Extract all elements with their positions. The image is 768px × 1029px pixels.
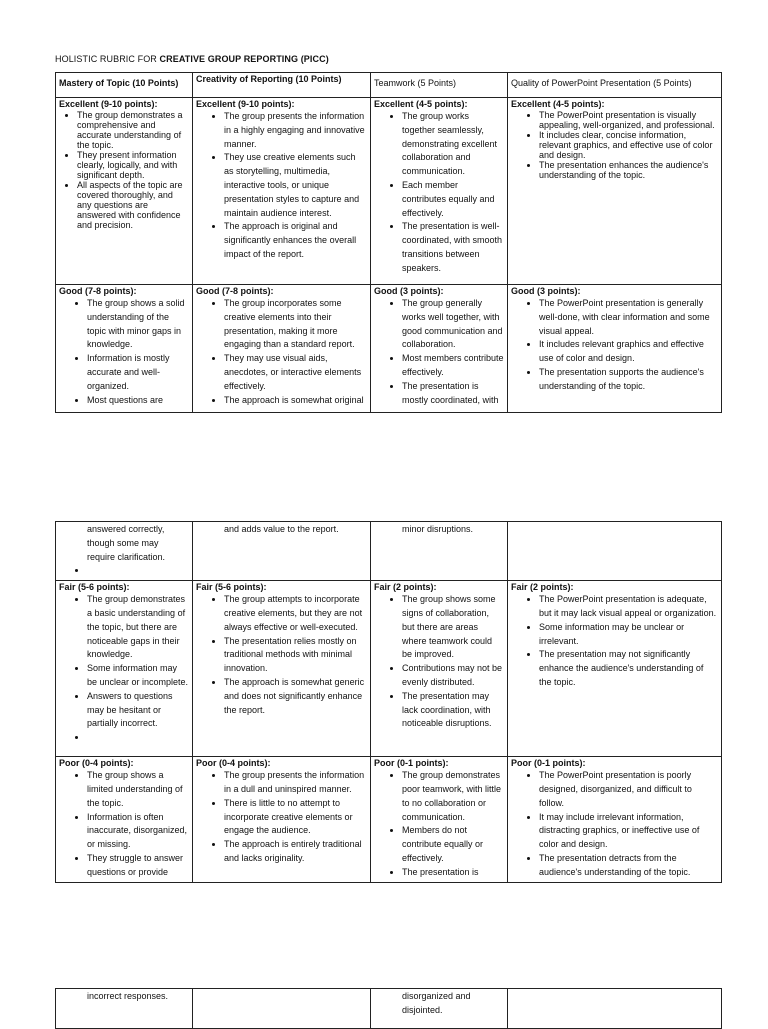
rubric-cell <box>56 581 193 757</box>
criteria-list <box>511 593 718 690</box>
criteria-list <box>59 564 189 578</box>
rubric-cell <box>56 757 193 882</box>
rubric-cell <box>193 98 371 285</box>
rubric-cell <box>371 757 508 882</box>
rubric-cell <box>371 581 508 757</box>
criteria-item: • The presentation is mostly coordinated, with <box>402 380 504 408</box>
level-label: Excellent (4-5 points): <box>374 99 468 109</box>
rubric-cell <box>193 285 371 413</box>
header-ppt: Quality of PowerPoint Presentation (5 Points) <box>511 78 692 88</box>
header-row <box>56 73 722 98</box>
criteria-item: • They may use visual aids, anecdotes, or interactive elements effectively. <box>224 352 367 393</box>
criteria-item: • The group incorporates some creative elements into their presentation, making it more engaging than a standard report. <box>224 297 367 352</box>
criteria-list <box>59 523 189 564</box>
criteria-item-continued: answered correctly, though some may require clarification. <box>87 524 166 562</box>
rubric-cell <box>193 989 371 1029</box>
criteria-list <box>374 990 504 1018</box>
criteria-list <box>59 593 189 745</box>
rubric-cell <box>193 522 371 581</box>
criteria-item-continued: disorganized and disjointed. <box>402 991 471 1015</box>
level-label: Fair (5-6 points): <box>196 582 267 593</box>
criteria-item: • The PowerPoint presentation is poorly designed, disorganized, and difficult to follow. <box>539 769 718 810</box>
rubric-cell <box>56 522 193 581</box>
criteria-item: • The presentation may lack coordination, with noticeable disruptions. <box>402 690 504 731</box>
criteria-item: • The group generally works well together, with good communication and collaboration. <box>402 297 504 352</box>
criteria-item: • Answers to questions may be hesitant or partially incorrect. <box>87 690 189 731</box>
criteria-list <box>511 769 718 879</box>
rubric-cell <box>508 989 722 1029</box>
criteria-item: • Some information may be unclear or irrelevant. <box>539 621 718 649</box>
criteria-item: • They present information clearly, logically, and with significant depth. <box>77 150 189 180</box>
level-label: Poor (0-1 points): <box>511 758 586 769</box>
criteria-item: • Information is often inaccurate, disorganized, or missing. <box>87 811 189 852</box>
criteria-item-continued: and adds value to the report. <box>224 524 339 534</box>
rubric-cell <box>508 757 722 882</box>
criteria-item: • The presentation enhances the audience's understanding of the topic. <box>539 160 718 180</box>
criteria-list <box>511 110 718 180</box>
criteria-item: • The PowerPoint presentation is generally well-done, with clear information and some visual appeal. <box>539 297 718 338</box>
criteria-item: • The group shows a solid understanding of the topic with minor gaps in knowledge. <box>87 297 189 352</box>
header-teamwork: Teamwork (5 Points) <box>374 78 457 88</box>
criteria-item: • The presentation detracts from the audience's understanding of the topic. <box>539 852 718 880</box>
level-label: Fair (2 points): <box>374 582 437 593</box>
criteria-list <box>196 593 367 717</box>
poor-row <box>56 757 722 882</box>
criteria-item: • The presentation supports the audience's understanding of the topic. <box>539 366 718 394</box>
criteria-list <box>196 110 367 262</box>
rubric-cell <box>371 989 508 1029</box>
poor-continued-row <box>56 989 722 1029</box>
level-label: Good (3 points): <box>511 286 581 296</box>
rubric-cell <box>56 285 193 413</box>
criteria-item: • Information is mostly accurate and well-organized. <box>87 352 189 393</box>
criteria-item: • The group presents the information in a highly engaging and innovative manner. <box>224 110 367 151</box>
criteria-list <box>196 769 367 866</box>
criteria-item: • The group shows a limited understanding of the topic. <box>87 769 189 810</box>
criteria-item: • The group demonstrates a basic understanding of the topic, but there are noticeable gaps in their knowledge. <box>87 593 189 662</box>
criteria-item: • The group attempts to incorporate creative elements, but they are not always effective or well-executed. <box>224 593 367 634</box>
criteria-list <box>374 593 504 731</box>
criteria-item: • The PowerPoint presentation is adequate, but it may lack visual appeal or organization. <box>539 593 718 621</box>
criteria-item: • Members do not contribute equally or effectively. <box>402 824 504 865</box>
excellent-row <box>56 98 722 285</box>
criteria-item-continued: incorrect responses. <box>87 991 169 1001</box>
criteria-item: • It may include irrelevant information, distracting graphics, or ineffective use of color and design. <box>539 811 718 852</box>
rubric-cell <box>56 98 193 285</box>
criteria-item: • The approach is somewhat original <box>224 394 367 408</box>
criteria-item: • Each member contributes equally and effectively. <box>402 179 504 220</box>
criteria-item: • The presentation may not significantly enhance the audience's understanding of the topic. <box>539 648 718 689</box>
rubric-cell <box>508 522 722 581</box>
level-label: Excellent (4-5 points): <box>511 99 605 109</box>
level-label: Fair (2 points): <box>511 582 574 593</box>
header-cell <box>193 73 371 98</box>
criteria-item: • The presentation relies mostly on traditional methods with minimal innovation. <box>224 635 367 676</box>
document-title <box>55 54 329 64</box>
criteria-item: • There is little to no attempt to incorporate creative elements or engage the audience. <box>224 797 367 838</box>
criteria-item: • The group demonstrates a comprehensive and accurate understanding of the topic. <box>77 110 189 150</box>
criteria-item: • All aspects of the topic are covered thoroughly, and any questions are answered with confidence and precision. <box>77 180 189 230</box>
level-label: Poor (0-4 points): <box>59 758 134 769</box>
empty-bullet <box>87 731 189 745</box>
good-continued-row <box>56 522 722 581</box>
header-cell <box>56 73 193 98</box>
level-label: Poor (0-4 points): <box>196 758 271 769</box>
level-label: Good (7-8 points): <box>59 286 137 296</box>
header-mastery: Mastery of Topic (10 Points) <box>59 78 179 88</box>
criteria-list <box>374 110 504 276</box>
rubric-cell <box>508 581 722 757</box>
level-label: Excellent (9-10 points): <box>196 99 295 109</box>
criteria-item: • They struggle to answer questions or provide <box>87 852 189 880</box>
criteria-item: • It includes clear, concise information, relevant graphics, and effective use of color and design. <box>539 130 718 160</box>
rubric-table-part-3 <box>55 988 722 1029</box>
criteria-item: • The presentation is <box>402 866 504 880</box>
criteria-item: • The group works together seamlessly, demonstrating excellent collaboration and communication. <box>402 110 504 179</box>
criteria-item: • Contributions may not be evenly distributed. <box>402 662 504 690</box>
rubric-cell <box>193 581 371 757</box>
rubric-cell <box>371 522 508 581</box>
level-label: Good (3 points): <box>374 286 444 296</box>
criteria-item: • The presentation is well-coordinated, with smooth transitions between speakers. <box>402 220 504 275</box>
criteria-item: • The group demonstrates poor teamwork, with little to no collaboration or communication. <box>402 769 504 824</box>
fair-row <box>56 581 722 757</box>
level-label: Poor (0-1 points): <box>374 758 449 769</box>
rubric-cell <box>508 285 722 413</box>
criteria-item: • They use creative elements such as storytelling, multimedia, interactive tools, or unique presentation styles to capture and maintain audience interest. <box>224 151 367 220</box>
criteria-item: • The PowerPoint presentation is visually appealing, well-organized, and professional. <box>539 110 718 130</box>
level-label: Fair (5-6 points): <box>59 582 130 593</box>
criteria-list <box>59 769 189 879</box>
title-bold: CREATIVE GROUP REPORTING (PICC) <box>159 54 329 64</box>
criteria-list <box>59 297 189 407</box>
criteria-item: • It includes relevant graphics and effective use of color and design. <box>539 338 718 366</box>
criteria-list <box>196 297 367 407</box>
criteria-item: • Most members contribute effectively. <box>402 352 504 380</box>
header-cell <box>371 73 508 98</box>
criteria-item: • Most questions are <box>87 394 189 408</box>
level-label: Excellent (9-10 points): <box>59 99 158 109</box>
criteria-item: • The approach is original and significantly enhances the overall impact of the report. <box>224 220 367 261</box>
criteria-list <box>374 523 504 537</box>
criteria-item-continued: minor disruptions. <box>402 524 474 534</box>
rubric-table-part-1 <box>55 72 722 413</box>
rubric-cell <box>193 757 371 882</box>
criteria-list <box>374 297 504 407</box>
title-prefix: HOLISTIC RUBRIC FOR <box>55 54 160 64</box>
criteria-item: • The approach is entirely traditional and lacks originality. <box>224 838 367 866</box>
criteria-item: • The approach is somewhat generic and does not significantly enhance the report. <box>224 676 367 717</box>
criteria-list <box>196 523 367 537</box>
good-row <box>56 285 722 413</box>
criteria-list <box>511 297 718 394</box>
criteria-item: • Some information may be unclear or incomplete. <box>87 662 189 690</box>
criteria-list <box>59 110 189 230</box>
rubric-cell <box>371 98 508 285</box>
empty-bullet <box>87 564 189 578</box>
level-label: Good (7-8 points): <box>196 286 274 296</box>
header-creativity: Creativity of Reporting (10 Points) <box>196 74 342 84</box>
criteria-item: • The group presents the information in a dull and uninspired manner. <box>224 769 367 797</box>
rubric-cell <box>508 98 722 285</box>
rubric-cell <box>371 285 508 413</box>
criteria-list <box>59 990 189 1004</box>
criteria-list <box>374 769 504 879</box>
header-cell <box>508 73 722 98</box>
criteria-item: • The group shows some signs of collaboration, but there are areas where teamwork could be improved. <box>402 593 504 662</box>
rubric-cell <box>56 989 193 1029</box>
rubric-table-part-2 <box>55 521 722 883</box>
